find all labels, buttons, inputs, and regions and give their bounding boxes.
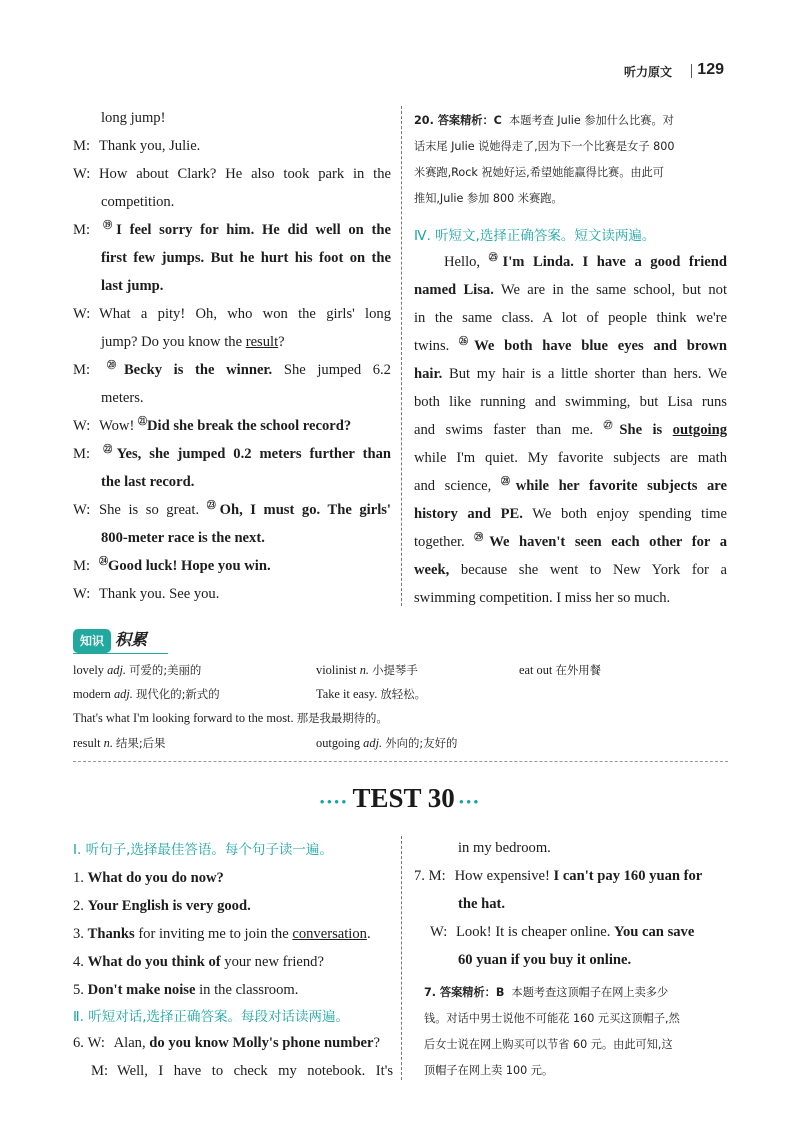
- passage-line: [414, 304, 727, 332]
- dialog-text: I feel sorry for him. He did well on the: [116, 222, 391, 238]
- passage-text-bold: We both have blue eyes and brown: [474, 338, 727, 354]
- question-text-bold: You can save: [614, 924, 695, 940]
- section-heading-iv: Ⅳ. 听短文,选择正确答案。短文读两遍。: [414, 228, 656, 244]
- question-text-bold: 60 yuan if you buy it online.: [458, 952, 632, 968]
- vocab-meaning: 现代化的;新式的: [136, 687, 220, 701]
- running-header-section: 听力原文: [623, 65, 672, 79]
- question-text: Look! It is cheaper online.: [456, 924, 615, 940]
- passage-text: because she went to New York for a: [449, 562, 727, 578]
- dialog-line: [73, 300, 391, 328]
- passage-line: [414, 556, 727, 584]
- question-text-bold: the hat.: [458, 896, 506, 912]
- passage-line: [414, 248, 727, 276]
- marker-number: ㉑: [137, 416, 147, 427]
- dialog-text: the last record.: [101, 474, 195, 490]
- vocab-underlined: result: [245, 334, 279, 350]
- question-number: 6.: [73, 1035, 84, 1051]
- vocab-meaning: 那是我最期待的。: [296, 711, 388, 725]
- passage-text-bold: She is: [619, 422, 673, 438]
- speaker-label: M:: [73, 446, 91, 462]
- vocab-pos: adj.: [363, 736, 383, 750]
- question-line: [414, 834, 730, 862]
- marker-number: ⑲: [99, 220, 117, 231]
- question-text: in the classroom.: [195, 982, 299, 998]
- test-title-row: [0, 783, 800, 814]
- question-text: in my bedroom.: [458, 840, 551, 856]
- question-text: How expensive!: [454, 868, 554, 884]
- question-text: your new friend?: [220, 954, 324, 970]
- explanation-text: 本题考查 Julie 参加什么比赛。对: [509, 114, 674, 127]
- passage: [414, 248, 727, 612]
- vocab-meaning: 外向的;友好的: [385, 736, 458, 750]
- question-line: [414, 862, 730, 890]
- question-line: [73, 948, 393, 976]
- section-heading-i: Ⅰ. 听句子,选择最佳答语。每个句子读一遍。: [73, 842, 333, 858]
- passage-text: We both enjoy spending time: [522, 506, 727, 522]
- passage-text: together.: [414, 534, 475, 550]
- vocab-word: modern: [73, 687, 111, 701]
- dialog-text: 800-meter race is the next.: [101, 530, 265, 546]
- marker-number: ㉒: [99, 444, 117, 455]
- vocab-item: [73, 682, 220, 706]
- dialog-line: [73, 356, 391, 384]
- explanation-line: 米赛跑,Rock 祝她好运,希望她能赢得比赛。由此可: [414, 166, 664, 179]
- passage-text-bold: I'm Linda. I have a good friend: [502, 254, 727, 270]
- speaker-label: W:: [73, 586, 91, 602]
- dialog-text: competition.: [101, 194, 175, 210]
- speaker-label: W:: [73, 418, 91, 434]
- question-number: 3.: [73, 926, 84, 942]
- test-dialog-left: [73, 1029, 393, 1085]
- speaker-label: M:: [73, 558, 91, 574]
- passage-line: [414, 276, 727, 304]
- dialog-text: jump? Do you know the: [101, 334, 246, 350]
- marker-number: ㉔: [99, 556, 109, 567]
- passage-line: [414, 472, 727, 500]
- dialog-line: [73, 440, 391, 468]
- vocab-meaning: 结果;后果: [116, 736, 166, 750]
- vocab-underlined: conversation: [292, 926, 367, 942]
- vocab-word: eat out: [519, 663, 553, 677]
- column-divider: [401, 836, 402, 1080]
- vocab-item: [73, 706, 388, 730]
- question-line: [73, 864, 393, 892]
- answer-explanation-7: [424, 980, 734, 1084]
- marker-number: ㉗: [603, 420, 620, 431]
- speaker-label: W:: [73, 306, 91, 322]
- dialog-line: [73, 104, 391, 132]
- speaker-label: M:: [91, 1063, 109, 1079]
- dialog-text: Yes, she jumped 0.2 meters further than: [116, 446, 391, 462]
- question-text: Alan,: [113, 1035, 150, 1051]
- knowledge-underline: [73, 653, 168, 654]
- dialog-line: [73, 384, 391, 412]
- vocab-pos: adj.: [113, 687, 133, 701]
- passage-text: Hello,: [444, 254, 489, 270]
- question-text-bold: do you know Molly's phone number: [149, 1035, 374, 1051]
- speaker-label: W:: [73, 166, 91, 182]
- question-line: [414, 918, 730, 946]
- passage-text-bold: We haven't seen each other for a: [489, 534, 727, 550]
- passage-text-bold: while her favorite subjects are: [515, 478, 727, 494]
- marker-number: ㉕: [488, 252, 503, 263]
- speaker-label: W:: [87, 1035, 105, 1051]
- question-text-bold: What do you think of: [87, 954, 221, 970]
- section-heading-ii: Ⅱ. 听短对话,选择正确答案。每段对话读两遍。: [73, 1009, 350, 1025]
- passage-line: [414, 528, 727, 556]
- explanation-line: 推知,Julie 参加 800 米赛跑。: [414, 192, 563, 205]
- vocab-meaning: 小提琴手: [372, 663, 418, 677]
- vocab-item: [316, 731, 457, 755]
- explanation-line: [414, 108, 732, 134]
- question-line: [414, 946, 730, 974]
- dialog-text: She jumped 6.2: [272, 362, 391, 378]
- dialog-text: She is so great.: [99, 502, 207, 518]
- marker-number: ㉙: [474, 532, 490, 543]
- dialog-line: [73, 552, 391, 580]
- question-line: [73, 1057, 393, 1085]
- question-line: [73, 892, 393, 920]
- left-dialog: [73, 104, 391, 608]
- question-number: 4.: [73, 954, 84, 970]
- test-dialog-right: [414, 834, 730, 974]
- vocab-word: That's what I'm looking forward to the most.: [73, 711, 294, 725]
- question-line: [73, 920, 393, 948]
- explanation-line: 话末尾 Julie 说她得走了,因为下一个比赛是女子 800: [414, 140, 675, 153]
- title-dots-left: ••••: [319, 794, 349, 811]
- marker-number: ㉘: [500, 476, 516, 487]
- title-dots-right: •••: [458, 794, 481, 811]
- answer-label: 20. 答案精析：C: [414, 114, 502, 127]
- vocab-word: lovely: [73, 663, 104, 677]
- passage-text: We are in the same school, but not: [493, 282, 727, 298]
- question-line: [414, 890, 730, 918]
- vocab-word: result: [73, 736, 101, 750]
- passage-line: [414, 332, 727, 360]
- dialog-line: [73, 328, 391, 356]
- question-text-bold: Don't make noise: [87, 982, 196, 998]
- passage-text-bold: week,: [414, 562, 450, 578]
- passage-text: both like running and swimming, but Lisa runs: [414, 394, 727, 410]
- test-questions-left: [73, 864, 393, 1004]
- question-text-bold: I can't pay 160 yuan for: [553, 868, 703, 884]
- header-divider: [691, 64, 692, 78]
- passage-text-bold: named Lisa.: [414, 282, 494, 298]
- passage-text: twins.: [414, 338, 460, 354]
- dialog-text: How about Clark? He also took park in the: [99, 166, 391, 182]
- answer-label: 7. 答案精析：B: [424, 986, 505, 999]
- question-number: 2.: [73, 898, 84, 914]
- vocab-underlined: outgoing: [672, 422, 727, 438]
- dialog-line: [73, 468, 391, 496]
- dialog-text-bold: Becky is the winner.: [123, 362, 273, 378]
- passage-line: [414, 500, 727, 528]
- vocab-item: [73, 658, 201, 682]
- explanation-line: 钱。对话中男士说他不可能花 160 元买这顶帽子,然: [424, 1012, 680, 1025]
- speaker-label: M:: [73, 138, 91, 154]
- knowledge-box-title: [73, 629, 163, 655]
- dialog-text: first few jumps. But he hurt his foot on the: [101, 250, 391, 266]
- passage-text: But my hair is a little shorter than hers. We: [442, 366, 727, 382]
- passage-line: [414, 360, 727, 388]
- page-number: 129: [697, 61, 724, 78]
- question-text: Well, I have to check my notebook. It's: [117, 1063, 393, 1079]
- vocab-meaning: 可爱的;美丽的: [129, 663, 202, 677]
- dialog-line: [73, 188, 391, 216]
- dialog-text-bold: Good luck! Hope you win.: [108, 558, 271, 574]
- explanation-text: 本题考查这顶帽子在网上卖多少: [511, 986, 669, 999]
- question-text: .: [366, 926, 371, 942]
- question-number: 7.: [414, 868, 425, 884]
- marker-number: ⑳: [99, 360, 124, 371]
- passage-line: [414, 444, 727, 472]
- vocab-item: [73, 731, 165, 755]
- passage-text: and science,: [414, 478, 501, 494]
- marker-number: ㉖: [459, 336, 475, 347]
- dialog-text: ?: [278, 334, 285, 350]
- passage-text-bold: hair.: [414, 366, 443, 382]
- vocab-word: violinist: [316, 663, 357, 677]
- question-text: for inviting me to join the: [134, 926, 293, 942]
- knowledge-badge: 知识: [73, 629, 111, 653]
- dialog-text: long jump!: [101, 110, 166, 126]
- answer-explanation-20: [414, 108, 732, 212]
- dialog-line: [73, 216, 391, 244]
- speaker-label: W:: [430, 924, 448, 940]
- dialog-line: [73, 496, 391, 524]
- dialog-text: Wow!: [99, 418, 138, 434]
- vocab-item: [519, 658, 601, 682]
- question-text: Your English is very good.: [87, 898, 251, 914]
- speaker-label: M:: [73, 222, 91, 238]
- explanation-line: 后女士说在网上购买可以节省 60 元。由此可知,这: [424, 1038, 673, 1051]
- vocab-meaning: 放轻松。: [380, 687, 426, 701]
- dialog-text: meters.: [101, 390, 144, 406]
- vocab-item: [316, 658, 418, 682]
- speaker-label: M:: [428, 868, 446, 884]
- explanation-line: 顶帽子在网上卖 100 元。: [424, 1064, 554, 1077]
- dialog-line: [73, 160, 391, 188]
- passage-text: and swims faster than me.: [414, 422, 604, 438]
- dialog-text: Thank you, Julie.: [99, 138, 201, 154]
- vocab-pos: n.: [103, 736, 113, 750]
- question-text: What do you do now?: [87, 870, 224, 886]
- passage-line: [414, 416, 727, 444]
- knowledge-divider: [73, 761, 728, 762]
- speaker-label: M:: [73, 362, 91, 378]
- dialog-text-bold: Oh, I must go. The girls': [219, 502, 391, 518]
- question-number: 5.: [73, 982, 84, 998]
- dialog-line: [73, 272, 391, 300]
- dialog-line: [73, 524, 391, 552]
- question-number: 1.: [73, 870, 84, 886]
- vocab-meaning: 在外用餐: [555, 663, 602, 677]
- dialog-text: What a pity! Oh, who won the girls' long: [99, 306, 391, 322]
- passage-line: [414, 388, 727, 416]
- marker-number: ㉓: [206, 500, 220, 511]
- test-title: TEST 30: [352, 783, 455, 813]
- passage-line: [414, 584, 727, 612]
- dialog-text: last jump.: [101, 278, 164, 294]
- passage-text: while I'm quiet. My favorite subjects are math: [414, 450, 727, 466]
- question-line: [73, 976, 393, 1004]
- passage-text: swimming competition. I miss her so much.: [414, 590, 671, 606]
- dialog-text-bold: Did she break the school record?: [146, 418, 352, 434]
- column-divider: [401, 106, 402, 606]
- vocab-word: outgoing: [316, 736, 361, 750]
- passage-text-bold: history and PE.: [414, 506, 523, 522]
- vocab-word: Take it easy.: [316, 687, 378, 701]
- dialog-line: [73, 132, 391, 160]
- dialog-text: Thank you. See you.: [99, 586, 220, 602]
- question-text-bold: Thanks: [87, 926, 135, 942]
- question-line: [73, 1029, 393, 1057]
- speaker-label: W:: [73, 502, 91, 518]
- question-text: ?: [373, 1035, 380, 1051]
- vocab-item: [316, 682, 426, 706]
- vocab-pos: adj.: [107, 663, 127, 677]
- knowledge-script-title: 积累: [115, 630, 148, 649]
- dialog-line: [73, 580, 391, 608]
- dialog-line: [73, 412, 391, 440]
- passage-text: in the same class. A lot of people think we're: [414, 310, 727, 326]
- dialog-line: [73, 244, 391, 272]
- vocab-pos: n.: [359, 663, 370, 677]
- explanation-line: [424, 980, 734, 1006]
